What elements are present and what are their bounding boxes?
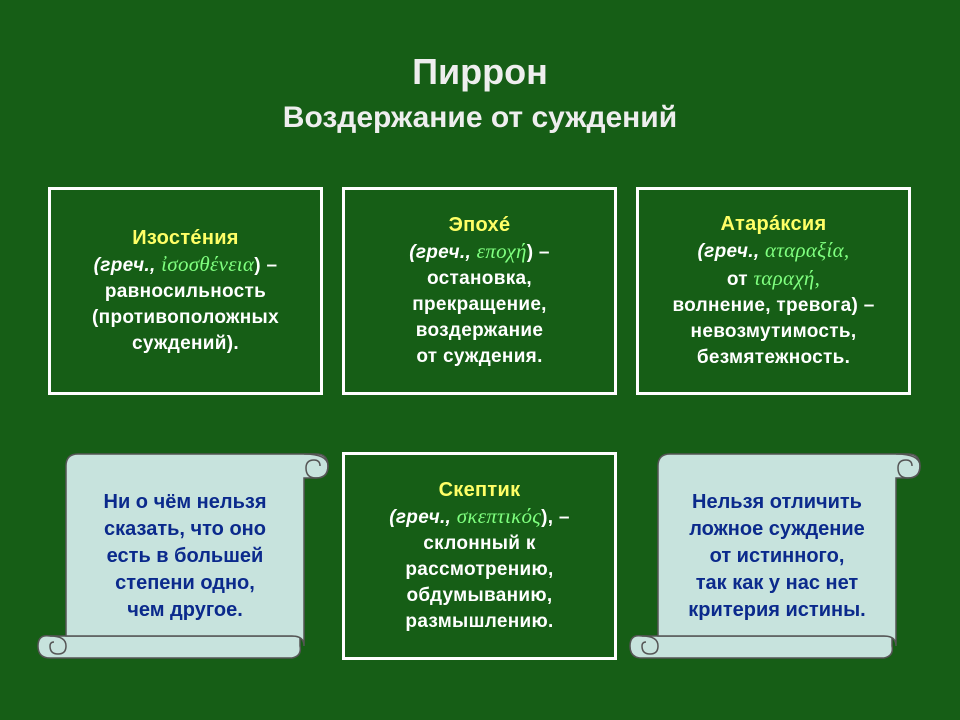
definition-line: суждений). xyxy=(132,333,239,354)
greek-prefix: (греч., xyxy=(697,241,765,262)
scroll-left xyxy=(36,450,332,662)
greek-suffix: ) – xyxy=(254,255,278,276)
definition-line: невозмутимость, xyxy=(690,321,857,342)
etymology-line xyxy=(94,251,278,279)
quote-line: степени одно, xyxy=(115,571,255,594)
quote-line: так как у нас нет xyxy=(695,571,859,594)
definition-line: прекращение, xyxy=(412,294,547,315)
etymology-line xyxy=(409,238,550,266)
term-ataraxia: Атарáксия xyxy=(720,213,827,235)
term-skeptic: Скептик xyxy=(438,479,521,501)
etymology-line xyxy=(698,237,850,265)
page-title: Пиррон xyxy=(412,51,548,92)
greek-suffix: ) – xyxy=(526,242,550,263)
definition-line: равносильность xyxy=(104,281,267,302)
definition-line: безмятежность. xyxy=(696,347,851,368)
term-isostheneia: Изостéния xyxy=(132,227,239,249)
greek-word: αταραξία, xyxy=(765,238,850,262)
greek-suffix: ), – xyxy=(541,507,570,528)
quote-line: критерия истины. xyxy=(688,598,866,621)
quote-line: есть в большей xyxy=(106,544,264,567)
greek-word: εποχή xyxy=(476,239,527,263)
quote-line: Ни о чём нельзя xyxy=(103,490,267,513)
quote-line: от истинного, xyxy=(709,544,845,567)
greek-prefix: (греч., xyxy=(389,507,457,528)
from-prefix: от xyxy=(726,269,754,290)
quote-line: ложное суждение xyxy=(689,517,865,540)
scroll-left-text xyxy=(66,478,304,634)
definition-line: обдумыванию, xyxy=(406,585,553,606)
definition-line: от суждения. xyxy=(416,346,543,367)
quote-line: сказать, что оно xyxy=(104,517,266,540)
definition-line: воздержание xyxy=(415,320,544,341)
etymology-line-2 xyxy=(727,265,820,293)
definition-line: волнение, тревога) – xyxy=(672,295,875,316)
page-subtitle: Воздержание от суждений xyxy=(282,101,678,134)
greek-prefix: (греч., xyxy=(409,242,477,263)
greek-word: σκεπτικός xyxy=(456,504,542,528)
greek-word: ἰσοσθένεια xyxy=(161,252,255,276)
definition-line: остановка, xyxy=(427,268,532,289)
definition-line: рассмотрению, xyxy=(405,559,554,580)
quote-line: чем другое. xyxy=(127,598,243,621)
card-epoche xyxy=(342,187,617,395)
etymology-line xyxy=(389,503,570,531)
term-epoche: Эпохé xyxy=(448,214,511,236)
scroll-right xyxy=(628,450,924,662)
card-skeptic xyxy=(342,452,617,660)
scroll-right-text xyxy=(658,478,896,634)
definition-line: (противоположных xyxy=(92,307,279,328)
definition-line: размышлению. xyxy=(405,611,554,632)
quote-line: Нельзя отличить xyxy=(692,490,862,513)
greek-word-2: ταραχή, xyxy=(753,266,821,290)
card-isostheneia xyxy=(48,187,323,395)
definition-line: склонный к xyxy=(423,533,536,554)
card-ataraxia xyxy=(636,187,911,395)
greek-prefix: (греч., xyxy=(93,255,162,276)
